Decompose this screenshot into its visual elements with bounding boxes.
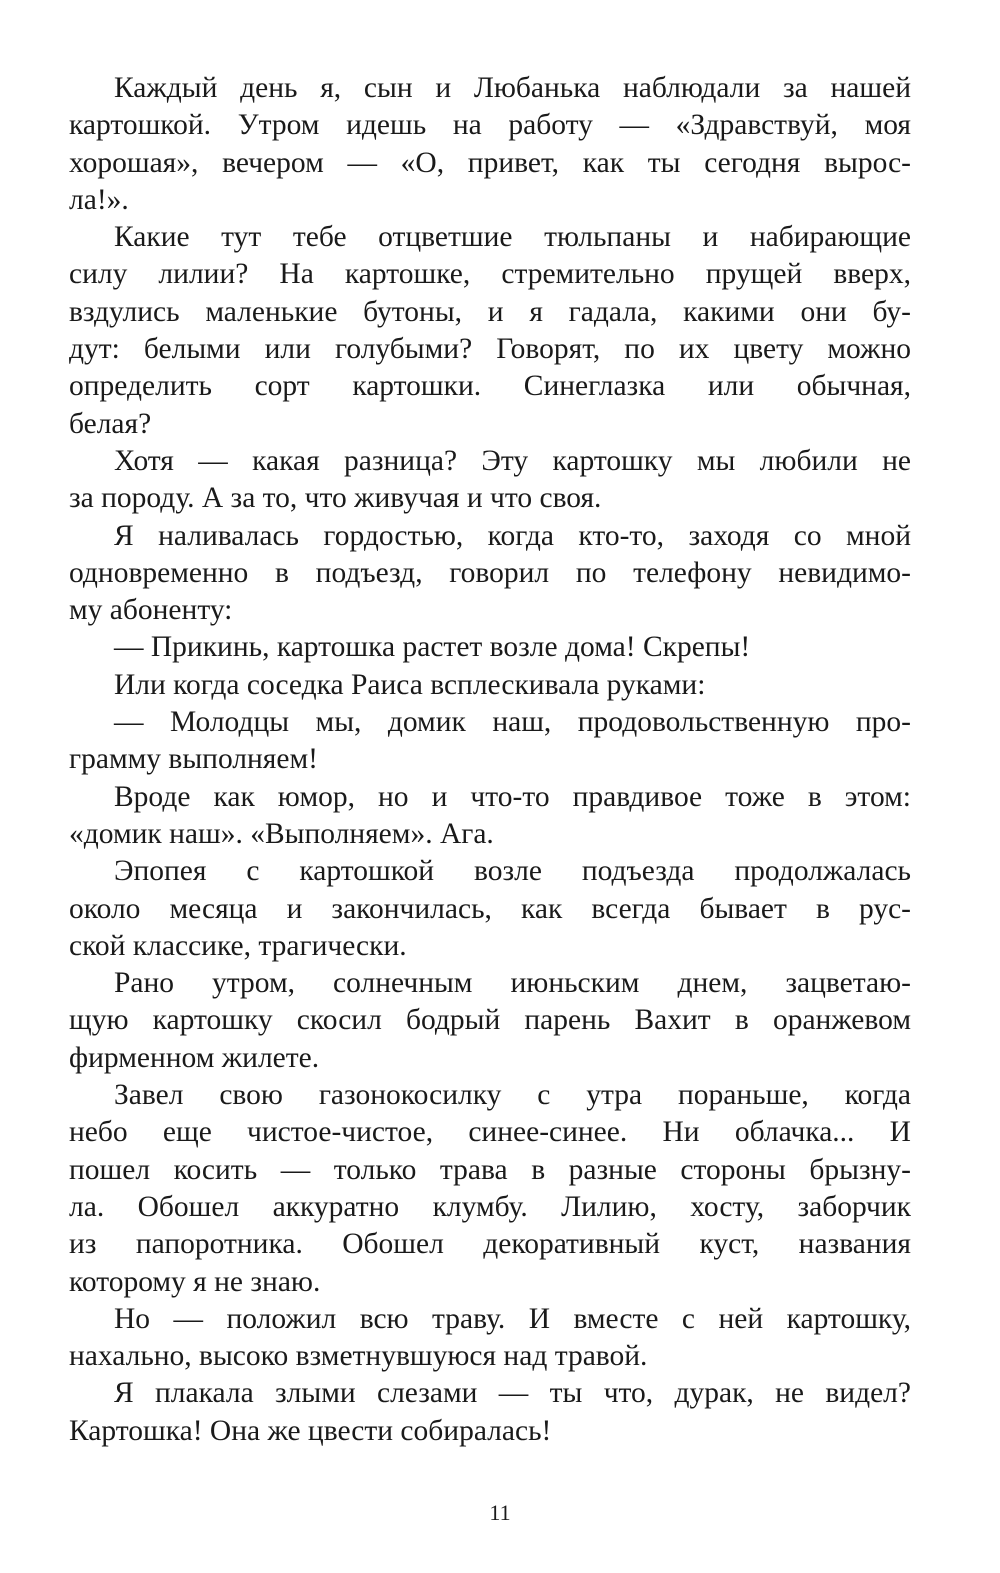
text-line: ла. Обошел аккуратно клумбу. Лилию, хосту, заборчик <box>69 1190 911 1223</box>
text-line: вздулись маленькие бутоны, и я гадала, какими они бу- <box>69 295 911 328</box>
paragraph <box>69 853 911 965</box>
text-line: нахально, высоко взметнувшуюся над травой. <box>69 1340 648 1373</box>
text-line: — Молодцы мы, домик наш, продовольственную про- <box>114 706 911 739</box>
text-line: фирменном жилете. <box>69 1041 320 1074</box>
page-number: 11 <box>489 1500 511 1525</box>
text-line: Рано утром, солнечным июньским днем, зацветаю- <box>114 967 911 1000</box>
text-line: Картошка! Она же цвести собиралась! <box>69 1414 552 1447</box>
text-line: Или когда соседка Раиса всплескивала руками: <box>114 668 706 701</box>
text-line: Эпопея с картошкой возле подъезда продолжалась <box>114 855 911 888</box>
paragraph <box>69 1375 911 1450</box>
text-line: около месяца и закончилась, как всегда бывает в рус- <box>69 892 911 925</box>
text-line: ской классике, трагически. <box>69 929 407 962</box>
text-line: силу лилии? На картошке, стремительно прущей вверх, <box>69 258 911 291</box>
text-line: ла!». <box>69 183 129 216</box>
text-line: небо еще чистое-чистое, синее-синее. Ни облачка... И <box>69 1116 911 1149</box>
text-line: Вроде как юмор, но и что-то правдивое тоже в этом: <box>114 780 911 813</box>
text-line: дут: белыми или голубыми? Говорят, по их цвету можно <box>69 333 911 366</box>
text-line: Но — положил всю траву. И вместе с ней картошку, <box>114 1302 911 1335</box>
text-line: «домик наш». «Выполняем». Ага. <box>69 817 494 850</box>
text-line: одновременно в подъезд, говорил по телефону невидимо- <box>69 556 911 589</box>
text-line: Я плакала злыми слезами — ты что, дурак, не видел? <box>114 1377 911 1410</box>
paragraph <box>69 1077 911 1301</box>
text-line: Завел свою газонокосилку с утра пораньше, когда <box>114 1079 911 1112</box>
text-line: определить сорт картошки. Синеглазка или обычная, <box>69 370 911 403</box>
paragraph <box>69 704 911 779</box>
text-line: картошкой. Утром идешь на работу — «Здравствуй, моя <box>69 109 911 142</box>
text-line: Я наливалась гордостью, когда кто-то, заходя со мной <box>114 519 911 552</box>
paragraph <box>69 70 911 219</box>
paragraph <box>69 965 911 1077</box>
text-line: за породу. А за то, что живучая и что своя. <box>69 482 602 515</box>
text-line: — Прикинь, картошка растет возле дома! Скрепы! <box>114 631 751 664</box>
paragraph <box>69 1301 911 1376</box>
text-line: му абоненту: <box>69 594 233 627</box>
paragraph <box>69 518 911 630</box>
text-line: грамму выполняем! <box>69 743 318 776</box>
text-line: Какие тут тебе отцветшие тюльпаны и набирающие <box>114 221 911 254</box>
paragraph <box>69 443 911 518</box>
text-line: белая? <box>69 407 152 440</box>
text-line: щую картошку скосил бодрый парень Вахит в оранжевом <box>69 1004 911 1037</box>
text-line: Хотя — какая разница? Эту картошку мы любили не <box>114 444 911 477</box>
text-line: хорошая», вечером — «О, привет, как ты сегодня вырос- <box>69 146 911 179</box>
text-line: Каждый день я, сын и Любанька наблюдали за нашей <box>114 72 911 104</box>
paragraph <box>69 629 911 666</box>
paragraph <box>69 667 911 704</box>
paragraph <box>69 219 911 443</box>
text-line: которому я не знаю. <box>69 1265 321 1298</box>
text-line: пошел косить — только трава в разные стороны брызну- <box>69 1153 911 1186</box>
paragraph <box>69 779 911 854</box>
text-line: из папоротника. Обошел декоративный куст, названия <box>69 1228 911 1261</box>
body-text <box>69 70 911 1450</box>
